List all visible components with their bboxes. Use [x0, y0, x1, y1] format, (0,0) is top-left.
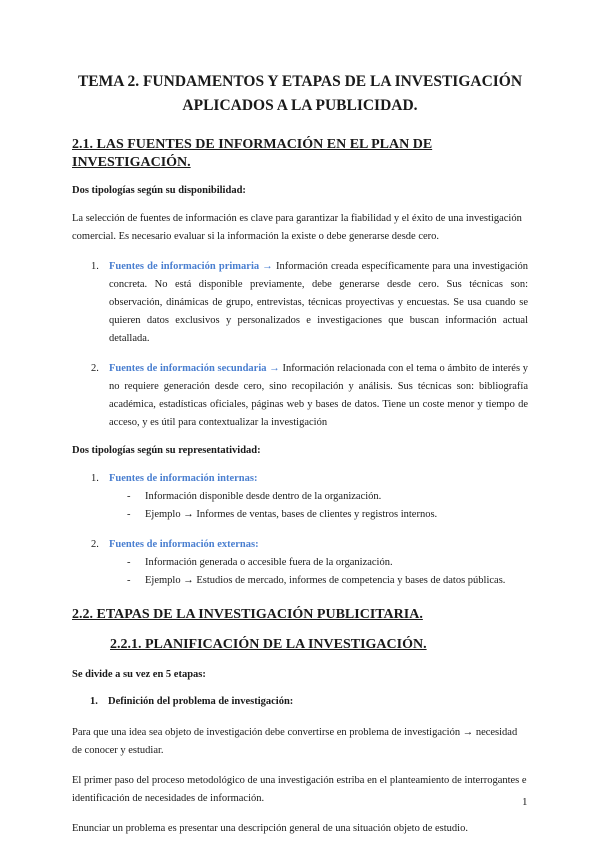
secondary-sources-label: Fuentes de información secundaria: [109, 363, 267, 374]
dash-glyph: -: [127, 557, 131, 568]
arrow-glyph: →: [262, 261, 273, 272]
list-item: [109, 572, 528, 590]
intro-paragraph: La selección de fuentes de información es clave para garantizar la fiabilidad y el éxito de una investigación comercial. Es necesario evaluar si la información la existe o debe generarse desde cero.: [72, 213, 522, 242]
bullet-text: Ejemplo → Estudios de mercado, informes de competencia y bases de datos públicas.: [145, 575, 506, 586]
list-number: 2.: [91, 363, 99, 374]
section-2-1-heading: 2.1. LAS FUENTES DE INFORMACIÓN EN EL PLAN DE INVESTIGACIÓN.: [72, 137, 433, 170]
bullet-text: Información disponible desde dentro de la organización.: [145, 491, 382, 502]
dash-glyph: -: [127, 575, 131, 586]
list-number: 1.: [90, 696, 98, 707]
list-item: [109, 554, 528, 572]
secondary-sources-text: Información relacionada con el tema o ámbito de interés y no requiere generación desde cero, sino recopilación y análisis. Sus técnicas son: bibliografía académica, estadísticas oficiales, páginas web y bases de datos. Tiene un coste menor y tiempo de acceso, y es útil para contextualizar la investigación: [109, 363, 529, 428]
internal-sources-label: Fuentes de información internas:: [109, 473, 258, 484]
list-item-internal-sources: [72, 470, 528, 524]
paragraph: Para que una idea sea objeto de investigación debe convertirse en problema de investigación → necesidad de conocer y estudiar.: [72, 727, 518, 756]
list-item-primary-sources: [72, 258, 528, 348]
list-item: [109, 506, 528, 524]
primary-sources-label: Fuentes de información primaria: [109, 261, 260, 272]
title-line-2: APLICADOS A LA PUBLICIDAD.: [182, 97, 418, 114]
list-number: 2.: [91, 539, 99, 550]
step-1-heading: [72, 694, 528, 710]
section-2-2-1-heading: 2.2.1. PLANIFICACIÓN DE LA INVESTIGACIÓN.: [110, 637, 427, 652]
availability-subheading: Dos tipologías según su disponibilidad:: [72, 185, 246, 196]
page-number: 1: [522, 796, 528, 808]
dash-glyph: -: [127, 509, 131, 520]
external-sources-bullets: [109, 554, 528, 590]
list-item: [109, 488, 528, 506]
list-item-secondary-sources: [72, 360, 528, 432]
step-1-label: Definición del problema de investigación:: [108, 696, 294, 707]
title-line-1: TEMA 2. FUNDAMENTOS Y ETAPAS DE LA INVESTIGACIÓN: [77, 73, 523, 90]
primary-sources-text: Información creada específicamente para una investigación concreta. No está disponible previamente, debe generarse desde cero. Sus técnicas son: observación, dinámicas de grupo, entrevistas, técnicas proyectivas y encuestas. Se usa cuando se quieren datos exclusivos y personalizados e investigaciones que buscan información actual detallada.: [109, 261, 528, 344]
bullet-text: Información generada o accesible fuera de la organización.: [145, 557, 393, 568]
external-sources-label: Fuentes de información externas:: [109, 539, 259, 550]
paragraph: Enunciar un problema es presentar una descripción general de una situación objeto de estudio.: [72, 823, 468, 834]
list-number: 1.: [91, 261, 99, 272]
document-title: [72, 70, 528, 118]
representativeness-subheading: Dos tipologías según su representatividad:: [72, 445, 261, 456]
stages-subheading: Se divide a su vez en 5 etapas:: [72, 669, 206, 680]
document-page: [72, 70, 528, 850]
dash-glyph: -: [127, 491, 131, 502]
paragraph: El primer paso del proceso metodológico de una investigación estriba en el planteamiento de interrogantes e identificación de necesidades de información.: [72, 775, 527, 804]
internal-sources-bullets: [109, 488, 528, 524]
section-2-2-heading: 2.2. ETAPAS DE LA INVESTIGACIÓN PUBLICITARIA.: [72, 607, 423, 622]
list-number: 1.: [91, 473, 99, 484]
list-item-external-sources: [72, 536, 528, 590]
bullet-text: Ejemplo → Informes de ventas, bases de clientes y registros internos.: [145, 509, 438, 520]
arrow-glyph: →: [269, 363, 280, 374]
